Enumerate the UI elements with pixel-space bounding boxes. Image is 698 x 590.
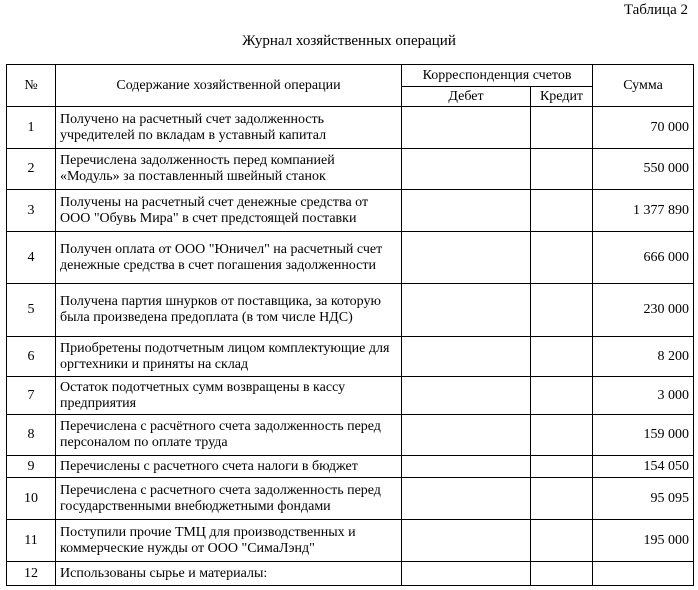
row-description: Перечислена с расчётного счета задолженность перед персоналом по оплате труда — [56, 415, 402, 456]
table-row — [7, 337, 694, 377]
row-debit — [402, 337, 531, 377]
row-description: Перечислена задолженность перед компанией «Модуль» за поставленный швейный станок — [56, 149, 402, 190]
row-credit — [531, 377, 593, 415]
row-debit — [402, 478, 531, 520]
row-credit — [531, 478, 593, 520]
row-sum — [593, 562, 694, 586]
row-number: 12 — [7, 562, 56, 586]
row-credit — [531, 149, 593, 190]
table-row — [7, 190, 694, 232]
row-credit — [531, 232, 593, 284]
row-number: 3 — [7, 190, 56, 232]
row-debit — [402, 284, 531, 337]
row-sum: 70 000 — [593, 107, 694, 149]
row-credit — [531, 520, 593, 562]
header-sum: Сумма — [593, 65, 694, 107]
row-description: Приобретены подотчетным лицом комплектующие для оргтехники и приняты на склад — [56, 337, 402, 377]
header-debit: Дебет — [402, 87, 531, 107]
row-description: Получен оплата от ООО "Юничел" на расчетный счет денежные средства в счет погашения задолженности — [56, 232, 402, 284]
row-credit — [531, 415, 593, 456]
table-row — [7, 562, 694, 586]
table-row — [7, 456, 694, 478]
row-number: 10 — [7, 478, 56, 520]
row-credit — [531, 562, 593, 586]
row-sum: 195 000 — [593, 520, 694, 562]
row-debit — [402, 232, 531, 284]
row-sum: 230 000 — [593, 284, 694, 337]
row-number: 4 — [7, 232, 56, 284]
row-debit — [402, 377, 531, 415]
table-row — [7, 377, 694, 415]
header-correspondence: Корреспонденция счетов — [402, 65, 593, 87]
row-credit — [531, 284, 593, 337]
row-number: 5 — [7, 284, 56, 337]
row-number: 6 — [7, 337, 56, 377]
row-debit — [402, 149, 531, 190]
row-debit — [402, 107, 531, 149]
table-row — [7, 478, 694, 520]
table-number-label: Таблица 2 — [623, 2, 688, 18]
row-number: 1 — [7, 107, 56, 149]
row-description: Получены на расчетный счет денежные средства от ООО "Обувь Мира" в счет предстоящей поставки — [56, 190, 402, 232]
row-sum: 550 000 — [593, 149, 694, 190]
row-credit — [531, 456, 593, 478]
row-number: 11 — [7, 520, 56, 562]
row-debit — [402, 190, 531, 232]
table-row — [7, 107, 694, 149]
row-description: Получено на расчетный счет задолженность учредителей по вкладам в уставный капитал — [56, 107, 402, 149]
row-sum: 159 000 — [593, 415, 694, 456]
journal-table — [6, 64, 694, 586]
row-sum: 8 200 — [593, 337, 694, 377]
row-description: Использованы сырье и материалы: — [56, 562, 402, 586]
row-number: 2 — [7, 149, 56, 190]
row-number: 8 — [7, 415, 56, 456]
row-description: Получена партия шнурков от поставщика, за которую была произведена предоплата (в том числе НДС) — [56, 284, 402, 337]
row-debit — [402, 562, 531, 586]
row-sum: 3 000 — [593, 377, 694, 415]
header-number: № — [7, 65, 56, 107]
table-row — [7, 149, 694, 190]
row-debit — [402, 456, 531, 478]
row-number: 7 — [7, 377, 56, 415]
row-credit — [531, 190, 593, 232]
row-sum: 95 095 — [593, 478, 694, 520]
header-credit: Кредит — [531, 87, 593, 107]
table-row — [7, 232, 694, 284]
row-description: Перечислена с расчетного счета задолженность перед государственными внебюджетными фондами — [56, 478, 402, 520]
row-debit — [402, 520, 531, 562]
journal-title: Журнал хозяйственных операций — [242, 33, 456, 49]
row-number: 9 — [7, 456, 56, 478]
header-content: Содержание хозяйственной операции — [56, 65, 402, 107]
row-sum: 154 050 — [593, 456, 694, 478]
row-credit — [531, 337, 593, 377]
table-row — [7, 284, 694, 337]
row-description: Поступили прочие ТМЦ для производственных и коммерческие нужды от ООО "СимаЛэнд" — [56, 520, 402, 562]
row-description: Остаток подотчетных сумм возвращены в кассу предприятия — [56, 377, 402, 415]
row-description: Перечислены с расчетного счета налоги в бюджет — [56, 456, 402, 478]
row-sum: 666 000 — [593, 232, 694, 284]
row-credit — [531, 107, 593, 149]
table-row — [7, 415, 694, 456]
row-sum: 1 377 890 — [593, 190, 694, 232]
row-debit — [402, 415, 531, 456]
table-row — [7, 520, 694, 562]
